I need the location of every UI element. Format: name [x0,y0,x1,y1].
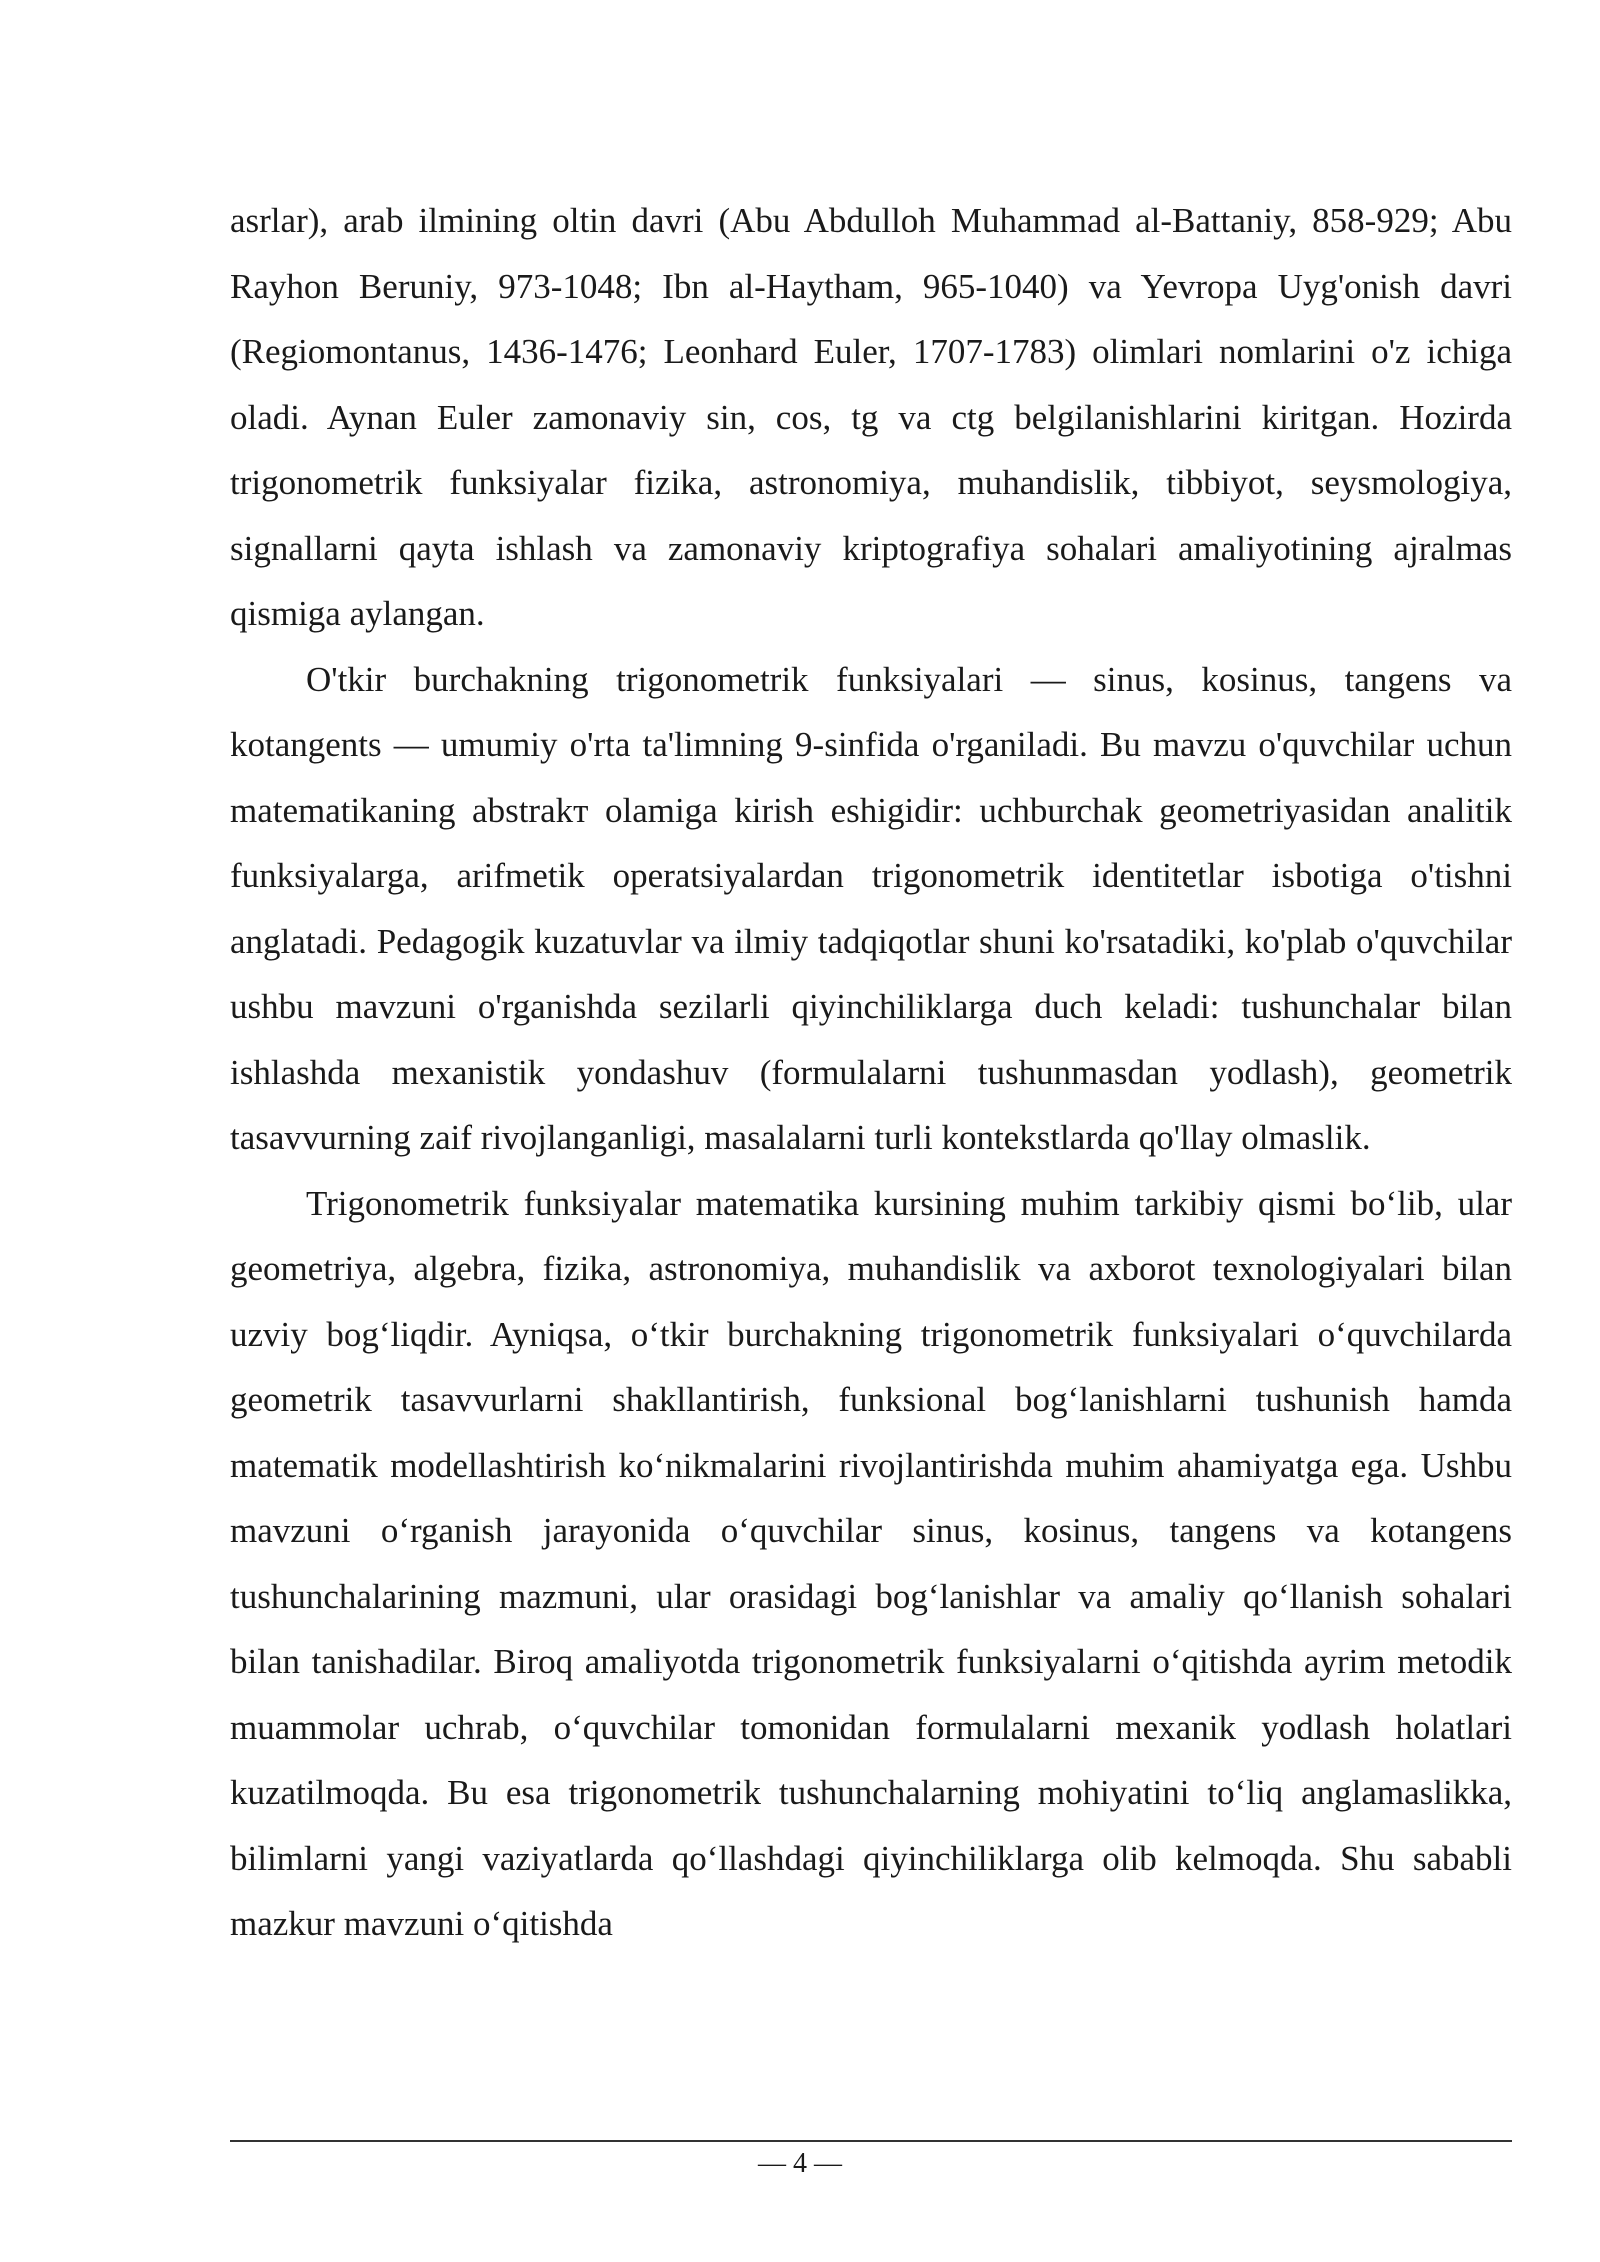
footer-divider [230,2140,1512,2142]
paragraph-continuation: asrlar), arab ilmining oltin davri (Abu Abdulloh Muhammad al-Battaniy, 858-929; Abu Rayhon Beruniy, 973-1048; Ibn al-Haytham, 965-1040) va Yevropa Uyg'onish davri (Regiomontanus, 1436-1476; Leonhard Euler, 1707-1783) olimlari nomlarini o'z ichiga oladi. Aynan Euler zamonaviy sin, cos, tg va ctg belgilanishlarini kiritgan. Hozirda trigonometrik funksiyalar fizika, astronomiya, muhandislik, tibbiyot, seysmologiya, signallarni qayta ishlash va zamonaviy kriptografiya sohalari amaliyotining ajralmas qismiga aylangan. [230,201,1512,633]
page-number: — 4 — [758,2148,842,2179]
body-text [230,188,1512,1957]
paragraph-trigonometric-functions: Trigonometrik funksiyalar matematika kursining muhim tarkibiy qismi boʻlib, ular geometriya, algebra, fizika, astronomiya, muhandislik va axborot texnologiyalari bilan uzviy bogʻliqdir. Ayniqsa, oʻtkir burchakning trigonometrik funksiyalari oʻquvchilarda geometrik tasavvurlarni shakllantirish, funksional bogʻlanishlarni tushunish hamda matematik modellashtirish koʻnikmalarini rivojlantirishda muhim ahamiyatga ega. Ushbu mavzuni oʻrganish jarayonida oʻquvchilar sinus, kosinus, tangens va kotangens tushunchalarining mazmuni, ular orasidagi bogʻlanishlar va amaliy qoʻllanish sohalari bilan tanishadilar. Biroq amaliyotda trigonometrik funksiyalarni oʻqitishda ayrim metodik muammolar uchrab, oʻquvchilar tomonidan formulalarni mexanik yodlash holatlari kuzatilmoqda. Bu esa trigonometrik tushunchalarning mohiyatini toʻliq anglamaslikka, bilimlarni yangi vaziyatlarda qoʻllashdagi qiyinchiliklarga olib kelmoqda. Shu sababli mazkur mavzuni oʻqitishda [230,1183,1512,1943]
paragraph-acute-angle-functions: O'tkir burchakning trigonometrik funksiyalari — sinus, kosinus, tangens va kotangents — umumiy o'rta ta'limning 9-sinfida o'rganiladi. Bu mavzu o'quvchilar uchun matematikaning abstrakт olamiga kirish eshigidir: uchburchak geometriyasidan analitik funksiyalarga, arifmetik operatsiyalardan trigonometrik identitetlar isbotiga o'tishni anglatadi. Pedagogik kuzatuvlar va ilmiy tadqiqotlar shuni ko'rsatadiki, ko'plab o'quvchilar ushbu mavzuni o'rganishda sezilarli qiyinchiliklarga duch keladi: tushunchalar bilan ishlashda mexanistik yondashuv (formulalarni tushunmasdan yodlash), geometrik tasavvurning zaif rivojlanganligi, masalalarni turli kontekstlarda qo'llay olmaslik. [230,659,1512,1157]
